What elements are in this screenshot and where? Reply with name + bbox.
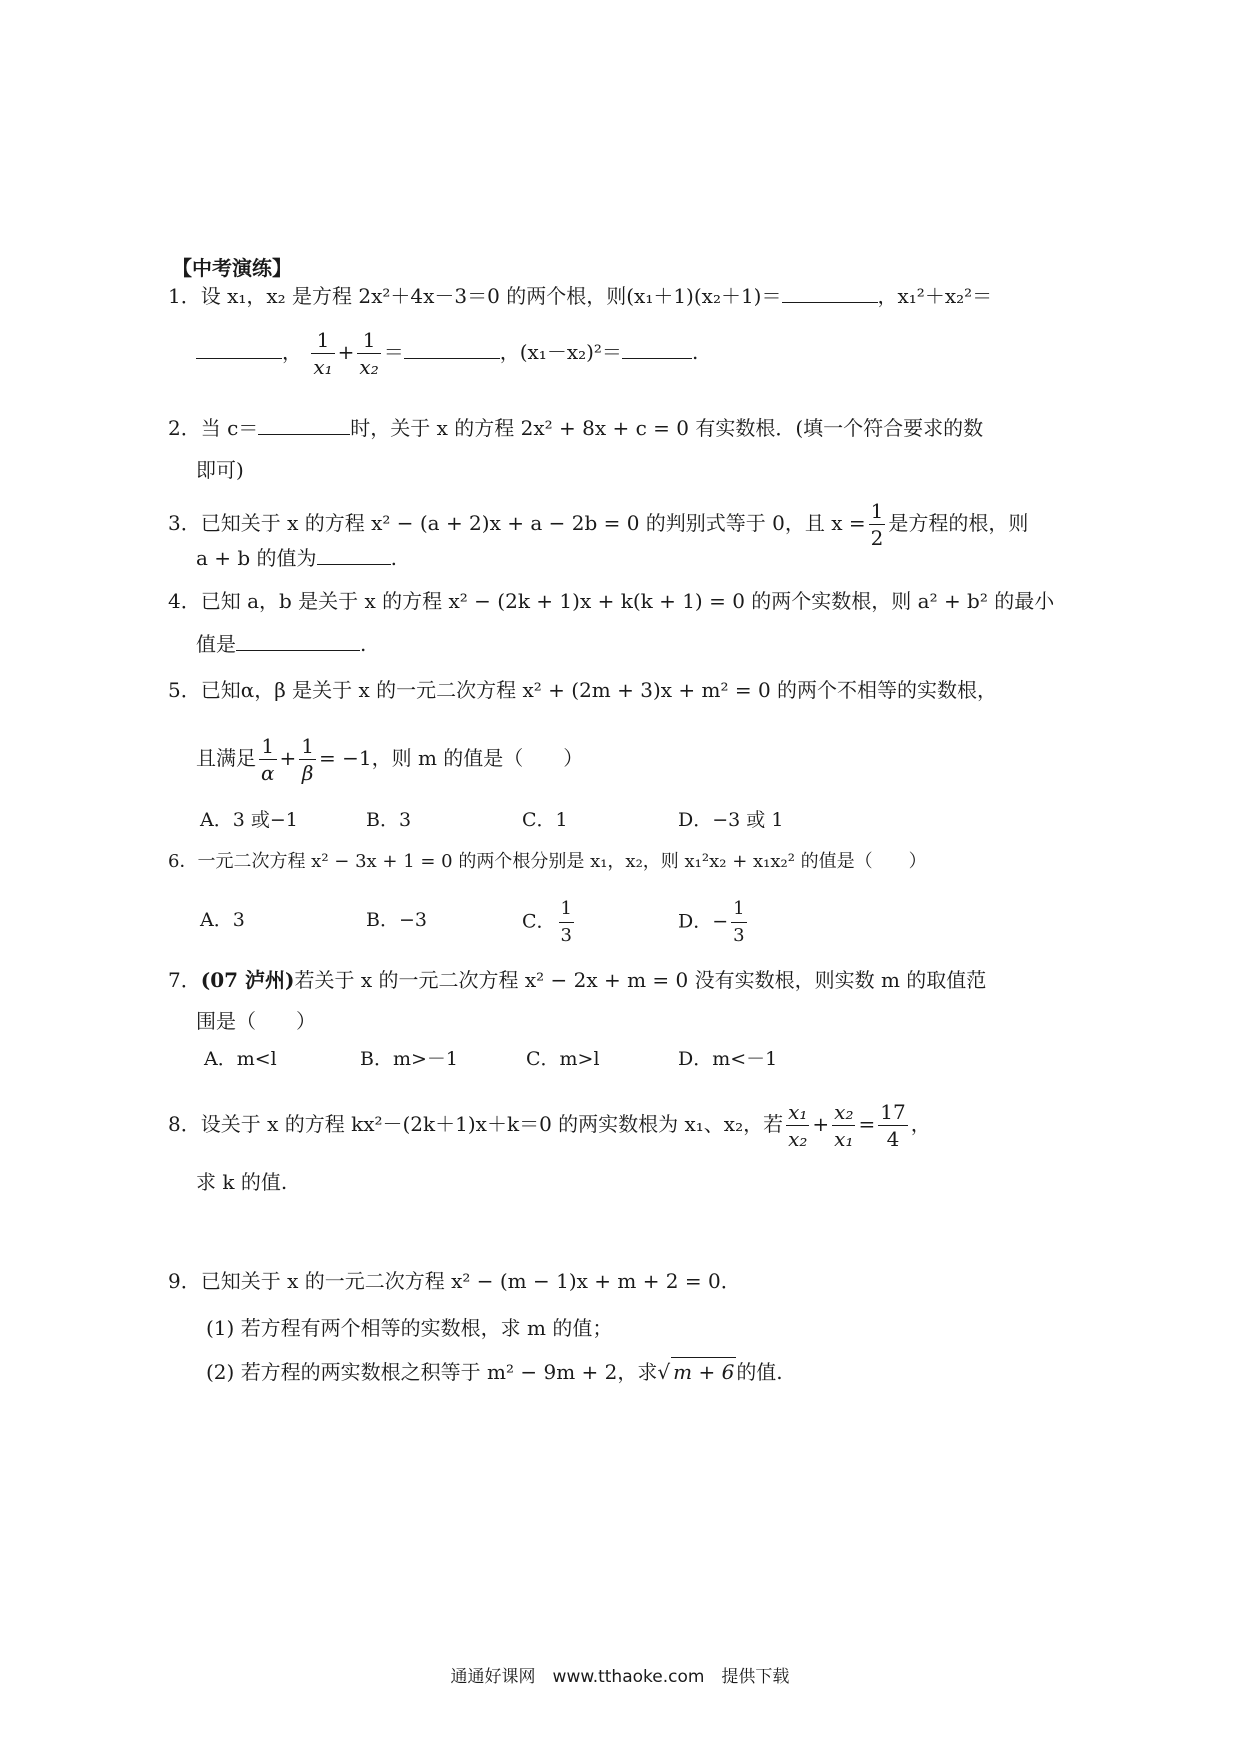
fraction-numerator: 1 <box>301 734 315 758</box>
question-2-number: 2． <box>168 416 201 440</box>
period: . <box>691 340 699 364</box>
choice-c[interactable]: C．1 <box>522 809 568 831</box>
fraction-1-over-x2 <box>357 327 380 380</box>
question-7-line-2: 围是（ ） <box>196 1009 316 1033</box>
question-7-source: (07 泸州) <box>200 968 295 992</box>
question-9-part-2 <box>206 1357 783 1386</box>
question-1-separator: ，x₁²＋x₂²＝ <box>877 284 993 308</box>
fraction-numerator: 1 <box>560 898 572 919</box>
question-5-line-1 <box>168 676 997 704</box>
fraction-denominator: 3 <box>559 922 574 949</box>
question-1-blank-1[interactable] <box>782 282 878 303</box>
sqrt-icon: √ <box>657 1360 671 1384</box>
choice-c[interactable] <box>522 896 577 949</box>
question-9-text: 已知关于 x 的一元二次方程 x² − (m − 1)x + m + 2 = 0． <box>200 1269 741 1293</box>
comma: ， <box>910 1112 931 1136</box>
question-5-text-b: 且满足 <box>196 746 256 770</box>
fraction-denominator: 2 <box>870 526 884 550</box>
question-4-line-1 <box>168 587 1054 615</box>
question-6-line-1 <box>168 848 927 876</box>
fraction-denominator: β <box>299 759 316 786</box>
question-1-blank-4[interactable] <box>622 338 692 359</box>
plus-sign: + <box>337 340 355 364</box>
question-1-text: 设 x₁，x₂ 是方程 2x²＋4x－3＝0 的两个根，则(x₁＋1)(x₂＋1)＝ <box>200 284 782 308</box>
question-3-line-2 <box>196 544 397 572</box>
question-8-line-2: 求 k 的值. <box>196 1170 288 1194</box>
fraction-numerator: 1 <box>362 328 376 352</box>
footer-source: 通通好课网 www.tthaoke.com 提供下载 <box>450 1667 790 1687</box>
question-8-number: 8． <box>168 1112 201 1136</box>
fraction-numerator: 17 <box>880 1100 906 1124</box>
fraction-denominator: x₂ <box>359 355 379 379</box>
question-9-part-2-text: (2) 若方程的两实数根之积等于 m² − 9m + 2，求 <box>206 1360 658 1384</box>
fraction-x2-over-x1 <box>832 1099 855 1152</box>
fraction-numerator: 1 <box>870 499 884 523</box>
question-5-text: 已知α，β 是关于 x 的一元二次方程 x² + (2m + 3)x + m² = 0 的两个不相等的实数根， <box>200 678 998 702</box>
choice-b[interactable]: B．−3 <box>366 909 427 931</box>
question-9-number: 9． <box>168 1269 201 1293</box>
question-9-line-1 <box>168 1267 741 1295</box>
question-7-text: 若关于 x 的一元二次方程 x² − 2x + m = 0 没有实数根，则实数 m 的取值范 <box>294 968 987 992</box>
fraction-one-third <box>731 896 746 949</box>
question-6-text: 一元二次方程 x² − 3x + 1 = 0 的两个根分别是 x₁，x₂，则 x₁²x₂ + x₁x₂² 的值是（ ） <box>197 851 927 872</box>
fraction-one-third <box>559 896 574 949</box>
question-5-number: 5． <box>168 678 201 702</box>
question-9-part-1: (1) 若方程有两个相等的实数根，求 m 的值； <box>206 1316 613 1340</box>
fraction-numerator: 1 <box>316 328 330 352</box>
question-4-text-b: 值是 <box>196 632 236 656</box>
question-4-text: 已知 a，b 是关于 x 的方程 x² − (2k + 1)x + k(k + 1) = 0 的两个实数根，则 a² + b² 的最小 <box>200 589 1055 613</box>
question-1-number: 1． <box>168 284 201 308</box>
question-1-line-2 <box>196 326 698 380</box>
question-1-comma: ， <box>282 340 302 364</box>
question-4-blank[interactable] <box>236 630 360 651</box>
question-6-number: 6． <box>168 851 198 872</box>
choice-d[interactable]: D．m<－1 <box>678 1048 778 1070</box>
fraction-numerator: x₁ <box>788 1100 808 1124</box>
question-2-line-1 <box>168 414 983 442</box>
fraction-denominator: 3 <box>731 922 746 949</box>
plus-sign: + <box>279 746 297 770</box>
question-2-text-a: 当 c＝ <box>200 416 259 440</box>
question-4-line-2 <box>196 630 366 658</box>
question-3-blank[interactable] <box>317 544 391 565</box>
question-1-expression: ，(x₁－x₂)²＝ <box>499 340 622 364</box>
choice-d[interactable]: D．−3 或 1 <box>678 809 784 831</box>
question-7-number: 7． <box>168 968 201 992</box>
choice-a[interactable]: A．3 或−1 <box>200 809 298 831</box>
equals-sign: = <box>858 1112 876 1136</box>
choice-b[interactable]: B．3 <box>366 809 412 831</box>
fraction-1-over-alpha <box>259 733 277 786</box>
question-8-text: 设关于 x 的方程 kx²－(2k＋1)x＋k＝0 的两实数根为 x₁、x₂，若 <box>200 1112 784 1136</box>
fraction-1-over-beta <box>299 733 316 786</box>
question-3-text-b: 是方程的根，则 <box>888 511 1029 535</box>
question-4-number: 4． <box>168 589 201 613</box>
question-3-text-c: a + b 的值为 <box>196 546 317 570</box>
fraction-denominator: x₁ <box>313 355 333 379</box>
question-1-line-1 <box>168 282 992 310</box>
sqrt-radicand: m + 6 <box>671 1357 736 1386</box>
fraction-denominator: 4 <box>878 1125 907 1152</box>
choice-c-label: C． <box>522 910 556 933</box>
question-1-blank-3[interactable] <box>404 338 500 359</box>
fraction-denominator: x₂ <box>788 1127 808 1151</box>
period: . <box>390 546 397 570</box>
fraction-1-over-x1 <box>311 327 334 380</box>
question-3-text-a: 已知关于 x 的方程 x² − (a + 2)x + a − 2b = 0 的判别式等于 0，且 x = <box>200 511 866 535</box>
fraction-x1-over-x2 <box>786 1099 809 1152</box>
question-2-line-2: 即可) <box>196 458 244 482</box>
question-3-number: 3． <box>168 511 201 535</box>
choice-d[interactable] <box>678 896 750 949</box>
plus-sign: + <box>812 1112 830 1136</box>
section-heading: 【中考演练】 <box>172 256 292 280</box>
fraction-numerator: 1 <box>261 734 275 758</box>
choice-a[interactable]: A．m<l <box>204 1048 277 1070</box>
equals-sign: ＝ <box>383 340 404 364</box>
fraction-numerator: 1 <box>733 898 745 919</box>
choice-b[interactable]: B．m>－1 <box>360 1048 458 1070</box>
question-7-line-1 <box>168 966 986 994</box>
question-2-text-b: 时，关于 x 的方程 2x² + 8x + c = 0 有实数根．(填一个符合要求的数 <box>350 416 984 440</box>
fraction-denominator: x₁ <box>834 1127 854 1151</box>
fraction-denominator: α <box>261 761 275 785</box>
fraction-one-half <box>869 498 886 551</box>
question-5-line-2 <box>196 731 583 786</box>
choice-d-label: D．− <box>678 910 729 933</box>
fraction-17-over-4 <box>878 1099 907 1152</box>
period: . <box>360 632 367 656</box>
choice-c[interactable]: C．m>l <box>526 1048 600 1070</box>
choice-a[interactable]: A．3 <box>200 909 245 931</box>
question-8-line-1 <box>168 1097 931 1152</box>
question-1-blank-2[interactable] <box>196 338 282 359</box>
question-9-part-2-text-b: 的值. <box>736 1360 783 1384</box>
question-5-text-c: = −1，则 m 的值是（ ） <box>319 746 584 770</box>
fraction-numerator: x₂ <box>834 1100 854 1124</box>
question-2-blank[interactable] <box>258 414 350 435</box>
